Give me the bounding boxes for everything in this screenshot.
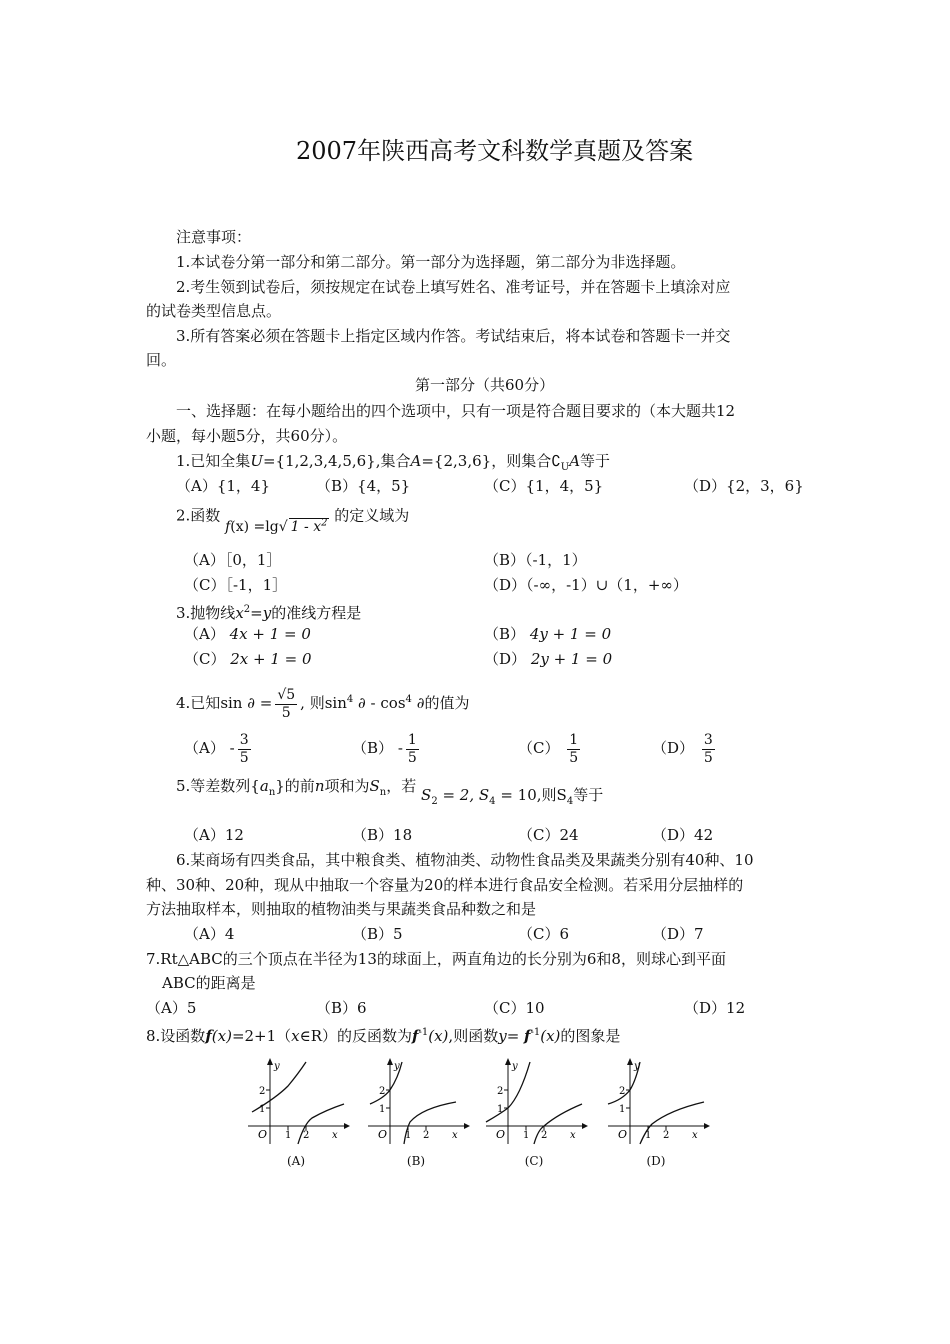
q1-A: A xyxy=(410,452,422,470)
q3-stem xyxy=(176,599,361,624)
note-3a: 3.所有答案必须在答题卡上指定区域内作答。考试结束后，将本试卷和答题卡一并交 xyxy=(176,327,731,345)
q2-pre: 2.函数 xyxy=(176,506,221,525)
q5-option-d: （D）42 xyxy=(652,826,714,844)
note-3b: 回。 xyxy=(146,351,177,369)
q6-option-c: （C）6 xyxy=(518,925,570,943)
q3-post: 的准线方程是 xyxy=(271,604,362,622)
q2-option-c: （C）［-1，1］ xyxy=(184,576,288,594)
q5-stem: 5.等差数列$\{a_n\}$的前n项和为$S_n$，若 $S_2 = 2$, $S_4 = 10$,则$S_4$等于 xyxy=(176,777,604,807)
graph-d-x2: 2 xyxy=(663,1130,670,1141)
q4-option-b: （B） - $\frac{1}{5}$ xyxy=(352,731,417,766)
q4-expr: $\sin^4$ ∂ - $\cos^4$ ∂ xyxy=(324,694,425,712)
q5-option-a: （A）12 xyxy=(184,826,244,844)
q7-option-d: （D）12 xyxy=(684,999,746,1017)
q2-option-d: （D）（-∞，-1）∪（1，+∞） xyxy=(484,576,688,594)
q2-f: f xyxy=(225,518,231,535)
q2-formula: f(x) =lg√ $1 - x^2$ xyxy=(225,517,328,535)
graph-d-y2: 2 xyxy=(619,1086,626,1097)
q1-option-a: （A）{1，4} xyxy=(176,477,271,495)
graph-b-label: (B) xyxy=(406,1154,426,1168)
graph-a-x1: 1 xyxy=(285,1130,292,1141)
graph-c-o: O xyxy=(496,1128,506,1141)
graph-b-y2: 2 xyxy=(379,1086,386,1097)
q1-U: U xyxy=(250,452,263,470)
note-2a: 2.考生领到试卷后，须按规定在试卷上填写姓名、准考证号，并在答题卡上填涂对应 xyxy=(176,278,731,296)
q5-option-b: （B）18 xyxy=(352,826,413,844)
graph-c-svg xyxy=(478,1058,588,1148)
q6-option-b: （B）5 xyxy=(352,925,403,943)
graph-c-x: x xyxy=(570,1130,576,1141)
graph-a-o: O xyxy=(258,1128,268,1141)
q6-option-d: （D）7 xyxy=(652,925,704,943)
graph-d-svg xyxy=(600,1058,710,1148)
q3-option-b: （B） 4y + 1 = 0 xyxy=(484,625,612,643)
graph-a xyxy=(240,1058,350,1168)
q1-post: ，则集合 xyxy=(491,452,552,470)
q1-option-d: （D）{2，3，6} xyxy=(684,477,804,495)
graph-a-x2: 2 xyxy=(303,1130,310,1141)
graph-b xyxy=(360,1058,470,1168)
q2-option-b: （B）（-1，1） xyxy=(484,551,587,569)
q4-option-d: （D） $\frac{3}{5}$ xyxy=(652,731,713,766)
graph-a-y2: 2 xyxy=(259,1086,266,1097)
q6-option-a: （A）4 xyxy=(184,925,235,943)
q7-option-a: （A）5 xyxy=(146,999,197,1017)
q6-line-b: 种、30种、20种，现从中抽取一个容量为20的样本进行食品安全检测。若采用分层抽样的 xyxy=(146,876,744,894)
graph-a-label: (A) xyxy=(286,1154,306,1168)
graph-b-x: x xyxy=(452,1130,458,1141)
q2-radicand: $1 - x^2$ xyxy=(290,517,328,535)
graph-b-x2: 2 xyxy=(423,1130,430,1141)
graph-c-label: (C) xyxy=(524,1154,544,1168)
q1-compsub: U xyxy=(560,462,570,473)
note-1: 1.本试卷分第一部分和第二部分。第一部分为选择题，第二部分为非选择题。 xyxy=(176,253,686,271)
graph-a-svg xyxy=(240,1058,350,1148)
q3-exp: 2 xyxy=(243,604,251,615)
graph-c-y2: 2 xyxy=(497,1086,504,1097)
q3-option-a: （A） 4x + 1 = 0 xyxy=(184,625,311,643)
q7-line-a: 7.Rt△ABC的三个顶点在半径为13的球面上，两直角边的长分别为6和8，则球心到平面 xyxy=(146,950,726,968)
part1-intro-b: 小题，每小题5分，共60分）。 xyxy=(146,427,348,445)
q1-aset: ={2,3,6} xyxy=(421,452,492,470)
graph-b-x1: 1 xyxy=(405,1130,412,1141)
q4-option-c: （C） $\frac{1}{5}$ xyxy=(518,731,579,766)
q7-line-b: ABC的距离是 xyxy=(162,974,256,992)
graph-c-x2: 2 xyxy=(541,1130,548,1141)
graph-c xyxy=(478,1058,588,1168)
part1-intro-a: 一、选择题：在每小题给出的四个选项中，只有一项是符合题目要求的（本大题共12 xyxy=(176,402,736,420)
q3-x: x xyxy=(235,604,244,622)
note-2b: 的试卷类型信息点。 xyxy=(146,302,282,320)
graph-b-o: O xyxy=(378,1128,388,1141)
graph-a-y: y xyxy=(274,1061,280,1072)
graph-d-x1: 1 xyxy=(645,1130,652,1141)
q6-line-c: 方法抽取样本，则抽取的植物油类与果蔬类食品种数之和是 xyxy=(146,900,537,918)
q8-stem: 8.设函数f(x)=2+1（x∈R）的反函数为$f^{-1}(x)$,则函数$y= f^{-1}(x)$的图象是 xyxy=(146,1027,621,1045)
q1-option-b: （B）{4，5} xyxy=(316,477,411,495)
q1-option-c: （C）{1，4，5} xyxy=(484,477,604,495)
graph-d-label: (D) xyxy=(646,1154,666,1168)
q5-option-c: （C）24 xyxy=(518,826,579,844)
q4-stem xyxy=(176,680,469,723)
q7-option-b: （B）6 xyxy=(316,999,367,1017)
graph-b-y1: 1 xyxy=(379,1104,386,1115)
q2-fx: (x) =lg xyxy=(230,518,279,535)
q1-compA: A xyxy=(569,452,581,470)
graph-a-x: x xyxy=(332,1130,338,1141)
graph-d-o: O xyxy=(618,1128,628,1141)
q7-option-c: （C）10 xyxy=(484,999,545,1017)
q4-fraction: $\frac{√5}{5}$ xyxy=(277,686,296,721)
q5-condition: $S_2 = 2$, $S_4 = 10$,则$S_4$等于 xyxy=(421,786,604,807)
q1-comp: ∁ xyxy=(551,452,561,470)
q2-post: 的定义域为 xyxy=(334,506,410,525)
page-title: 2007年陕西高考文科数学真题及答案 xyxy=(296,137,694,165)
graph-d-y1: 1 xyxy=(619,1104,626,1115)
q4-post: 的值为 xyxy=(424,694,470,712)
graph-d-x: x xyxy=(692,1130,698,1141)
q1-end: 等于 xyxy=(580,452,611,470)
graph-c-y1: 1 xyxy=(497,1104,504,1115)
q3-y: y xyxy=(262,604,272,622)
q1-mid: 集合 xyxy=(380,452,411,470)
q4-pre: 4.已知 xyxy=(176,694,221,712)
q4-mid: , 则 xyxy=(300,694,325,712)
notes-heading: 注意事项： xyxy=(176,228,252,246)
q4-sin: sin ∂ = xyxy=(220,694,273,712)
q3-pre: 3.抛物线 xyxy=(176,604,236,622)
q1-pre: 1.已知全集 xyxy=(176,452,251,470)
q3-option-d: （D） 2y + 1 = 0 xyxy=(484,650,613,668)
graph-c-y: y xyxy=(512,1061,518,1072)
part1-heading: 第一部分（共60分） xyxy=(415,376,555,394)
graph-b-y: y xyxy=(394,1061,400,1072)
graph-c-x1: 1 xyxy=(523,1130,530,1141)
q1-uset: ={1,2,3,4,5,6}, xyxy=(262,452,381,470)
q2-option-a: （A）［0，1］ xyxy=(184,551,282,569)
q4-option-a: （A） - $\frac{3}{5}$ xyxy=(184,731,249,766)
graph-d xyxy=(600,1058,710,1168)
q3-eq: = xyxy=(250,604,263,622)
q3-option-c: （C） 2x + 1 = 0 xyxy=(184,650,312,668)
q6-line-a: 6.某商场有四类食品，其中粮食类、植物油类、动物性食品类及果蔬类分别有40种、10 xyxy=(176,851,754,869)
q2-stem xyxy=(176,502,410,535)
graph-a-y1: 1 xyxy=(259,1104,266,1115)
graph-d-y: y xyxy=(634,1061,640,1072)
graph-b-svg xyxy=(360,1058,470,1148)
